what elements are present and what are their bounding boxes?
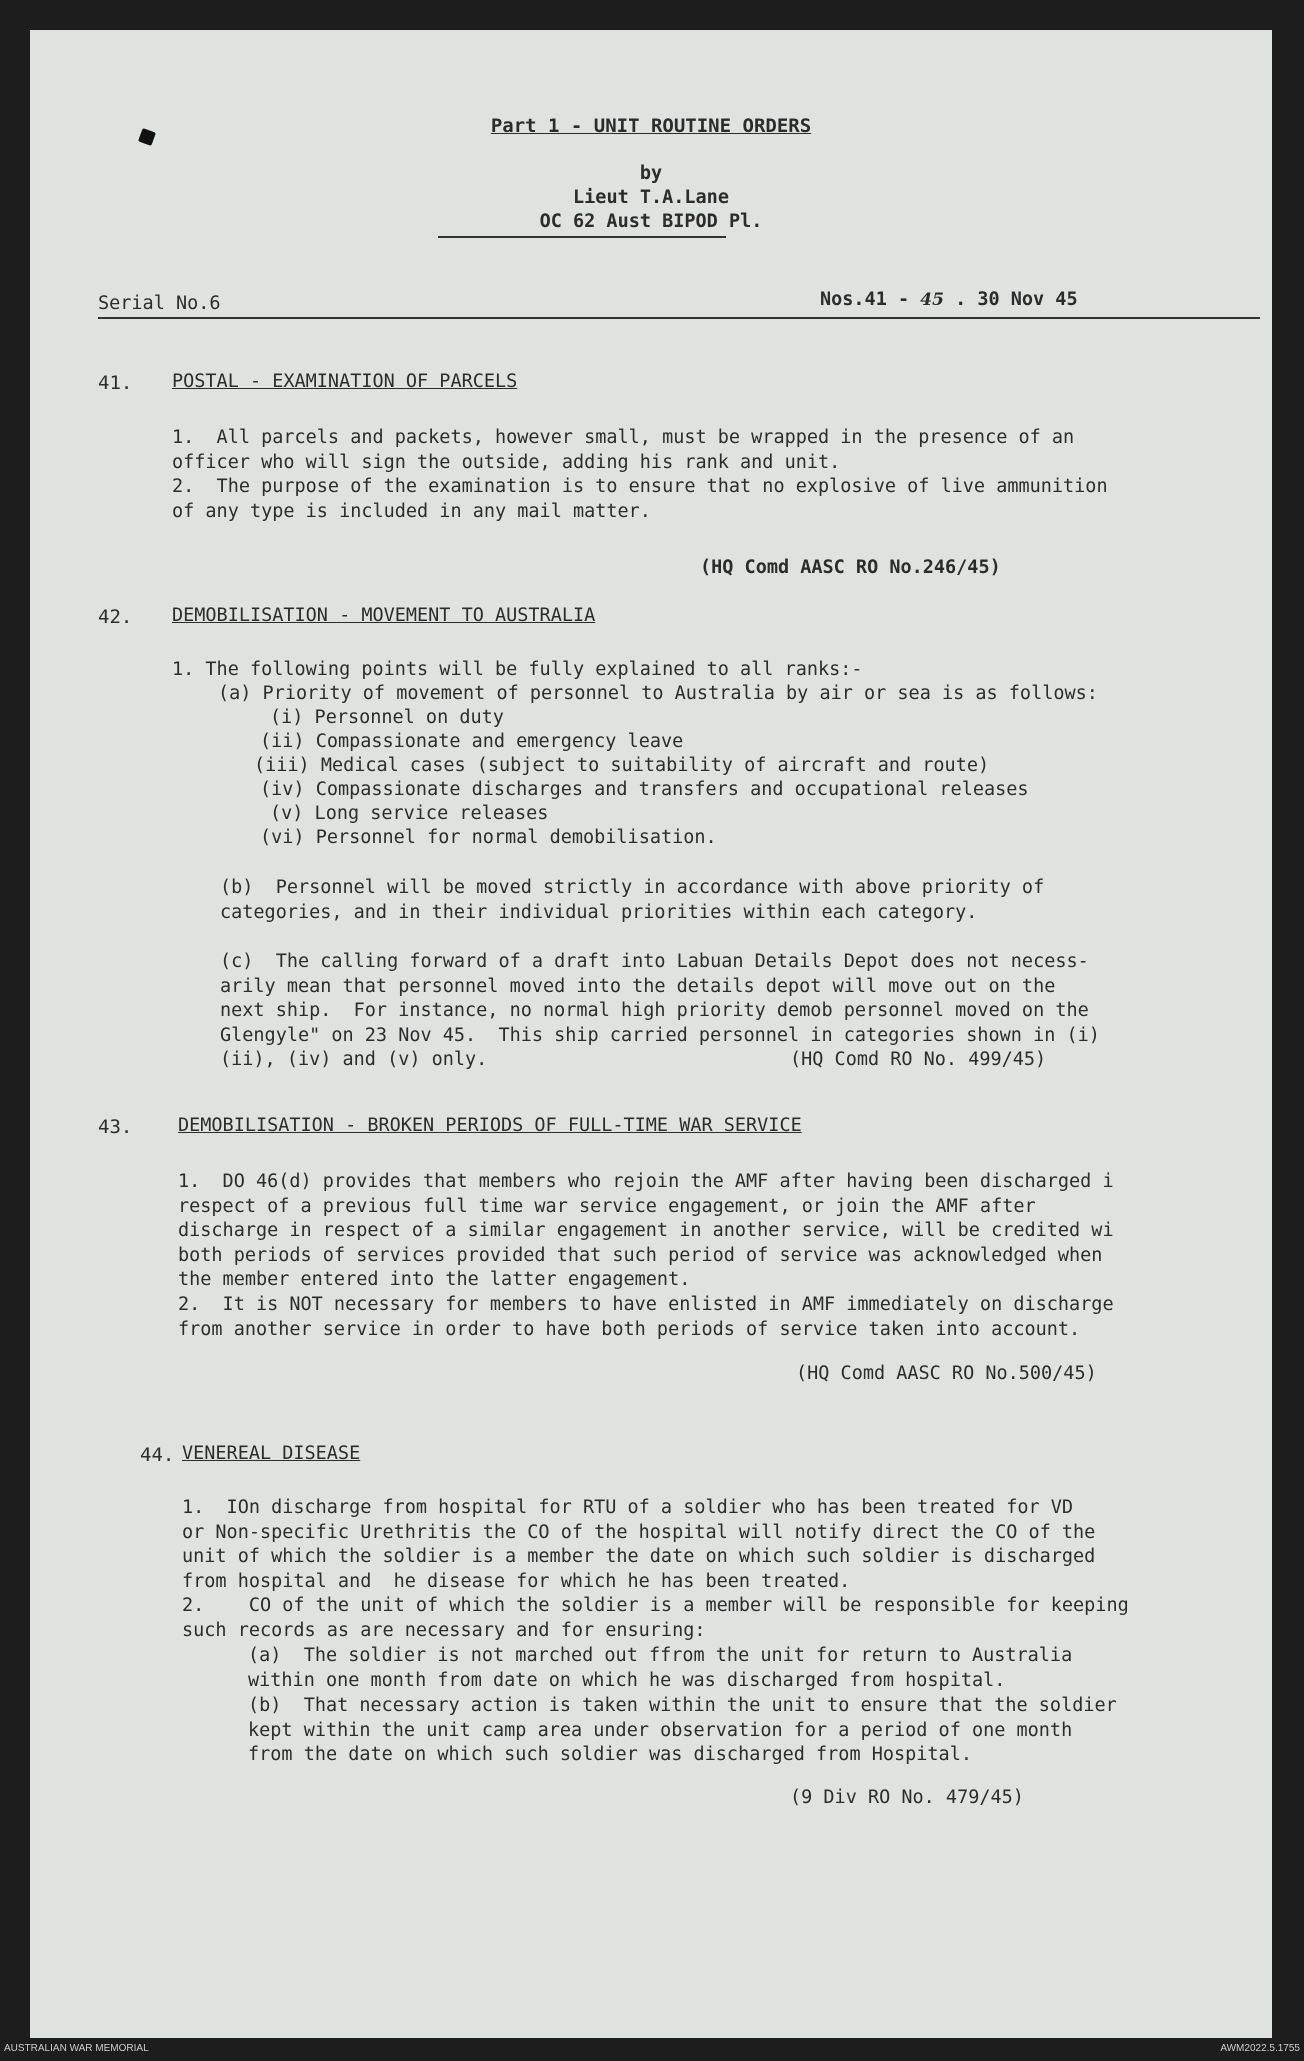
section-43-body: 1. DO 46(d) provides that members who rejoin the AMF after having been discharged i respect of a previous full time war service engagement, or join the AMF after discharge in respect of a similar engagement in another service, will be credited wi both periods of services provided that such period of service was acknowledged when the member entered into the latter engagement. 2. It is NOT necessary for members to have enlisted in AMF immediately on discharge from another service in order to have both periods of service taken into account. <box>178 1171 1114 1340</box>
archive-footer-right: AWM2022.5.1755 <box>1220 2043 1300 2054</box>
priority-item: (vi) Personnel for normal demobilisation. <box>260 827 717 848</box>
section-41-body: 1. All parcels and packets, however small, must be wrapped in the presence of an officer who will sign the outside, adding his rank and unit. 2. The purpose of the examination is to ensure that no explosive of live ammunition of any type is included in any mail matter. <box>172 427 1108 522</box>
section-43-number: 43. <box>98 1116 133 1138</box>
section-41-heading: POSTAL - EXAMINATION OF PARCELS <box>172 371 518 392</box>
section-42-item-a: (a) Priority of movement of personnel to Australia by air or sea is as follows: <box>218 683 1098 704</box>
by-line: by <box>639 163 663 184</box>
section-42-heading: DEMOBILISATION - MOVEMENT TO AUSTRALIA <box>172 605 596 626</box>
section-44-reference: (9 Div RO No. 479/45) <box>790 1787 1024 1808</box>
priority-item: (v) Long service releases <box>270 803 549 824</box>
section-43-heading: DEMOBILISATION - BROKEN PERIODS OF FULL-TIME WAR SERVICE <box>178 1115 802 1136</box>
section-41-number: 41. <box>98 372 133 394</box>
priority-item: (i) Personnel on duty <box>270 707 504 728</box>
handwritten-number: 45 <box>920 290 944 310</box>
serial-rule <box>98 317 1260 319</box>
priority-item: (iv) Compassionate discharges and transfers and occupational releases <box>260 779 1029 800</box>
section-44-item-b: (b) That necessary action is taken within the unit to ensure that the soldier kept within the unit camp area under observation for a period of one month from the date on which such soldier was discharged from Hospital. <box>248 1695 1117 1766</box>
section-42-item-c: (c) The calling forward of a draft into Labuan Details Depot does not necess- arily mean that personnel moved into the details depot will move out on the next ship. For instance, no normal high priority demob personnel moved on the Glengyle" on 23 Nov 45. This ship carried personnel in categories shown in (i) (ii), (iv) and (v) only. <box>220 951 1100 1071</box>
priority-item: (ii) Compassionate and emergency leave <box>260 731 684 752</box>
section-42-item-b: (b) Personnel will be moved strictly in accordance with above priority of categories, and in their individual priorities within each category. <box>220 877 1045 923</box>
serial-number: Serial No.6 <box>98 293 221 314</box>
section-43-reference: (HQ Comd AASC RO No.500/45) <box>796 1363 1097 1384</box>
priority-item: (iii) Medical cases (subject to suitability of aircraft and route) <box>254 755 990 776</box>
document-page <box>30 30 1272 2038</box>
archive-footer-left: AUSTRALIAN WAR MEMORIAL <box>4 2043 149 2054</box>
section-41-reference: (HQ Comd AASC RO No.246/45) <box>700 557 1001 578</box>
title-underline <box>438 236 726 238</box>
section-44-body: 1. IOn discharge from hospital for RTU of a soldier who has been treated for VD or Non-specific Urethritis the CO of the hospital will notify direct the CO of the unit of which the soldier is a member the date on which such soldier is discharged from hospital and he disease for which he has been treated. 2. CO of the unit of which the soldier is a member will be responsible for keeping such records as are necessary and for ensuring: <box>182 1497 1129 1641</box>
section-44-number: 44. <box>140 1444 175 1466</box>
section-42-number: 42. <box>98 606 133 628</box>
document-title: Part 1 - UNIT ROUTINE ORDERS <box>490 115 812 137</box>
section-44-heading: VENEREAL DISEASE <box>182 1443 361 1464</box>
section-44-item-a: (a) The soldier is not marched out ffrom the unit for return to Australia within one month from date on which he was discharged from hospital. <box>248 1645 1073 1691</box>
order-numbers: Nos.41 - 45 . 30 Nov 45 <box>820 289 1078 310</box>
section-42-intro: 1. The following points will be fully explained to all ranks:- <box>172 659 863 680</box>
officer-name: Lieut T.A.Lane <box>573 187 729 208</box>
unit-name: OC 62 Aust BIPOD Pl. <box>539 211 763 232</box>
section-42-reference: (HQ Comd RO No. 499/45) <box>790 1049 1047 1070</box>
